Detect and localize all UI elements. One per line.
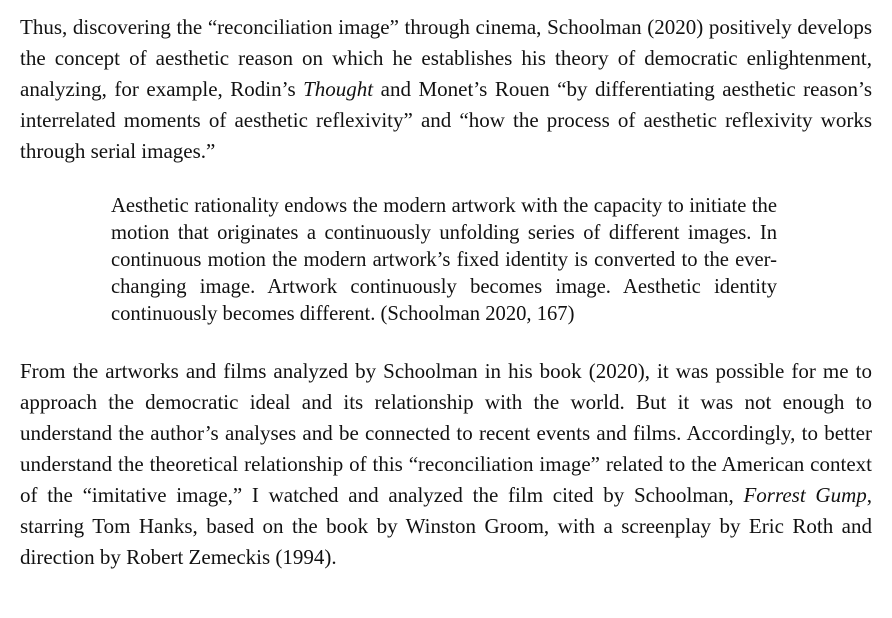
block-quote-text: Aesthetic rationality endows the modern artwork with the capacity to initiate the motion that originates a continuously unfolding series of different images. In continuous motion the modern artwork’s fixed identity is converted to the ever-changing image. Artwork continuously becomes image. Aesthetic identity continuously becomes different. (Schoolman 2020, 167) <box>111 195 777 325</box>
paragraph-2-italic-title: Forrest Gump <box>743 483 867 507</box>
paragraph-1-italic-title: Thought <box>303 77 374 101</box>
paragraph-1-text-b: and Monet’s Rouen “by differentiating aesthetic reason’s interrelated moments of aesthetic reflexivity” and “how the process of aesthetic reflexivity works through serial images.” <box>20 77 872 163</box>
block-quote <box>111 193 777 328</box>
paragraph-2-text-b: , starring Tom Hanks, based on the book by Winston Groom, with a screenplay by Eric Roth and direction by Robert Zemeckis (1994). <box>20 483 872 569</box>
document-page <box>20 12 872 573</box>
paragraph-2 <box>20 356 872 573</box>
paragraph-1-text-a: Thus, discovering the “reconciliation image” through cinema, Schoolman (2020) positively develops the concept of aesthetic reason on which he establishes his theory of democratic enlightenment, analyzing, for example, Rodin’s <box>20 15 872 101</box>
paragraph-2-text-a: From the artworks and films analyzed by Schoolman in his book (2020), it was possible for me to approach the democratic ideal and its relationship with the world. But it was not enough to understand the author’s analyses and be connected to recent events and films. Accordingly, to better understand the theoretical relationship of this “reconciliation image” related to the American context of the “imitative image,” I watched and analyzed the film cited by Schoolman, <box>20 359 872 507</box>
paragraph-1 <box>20 12 872 167</box>
